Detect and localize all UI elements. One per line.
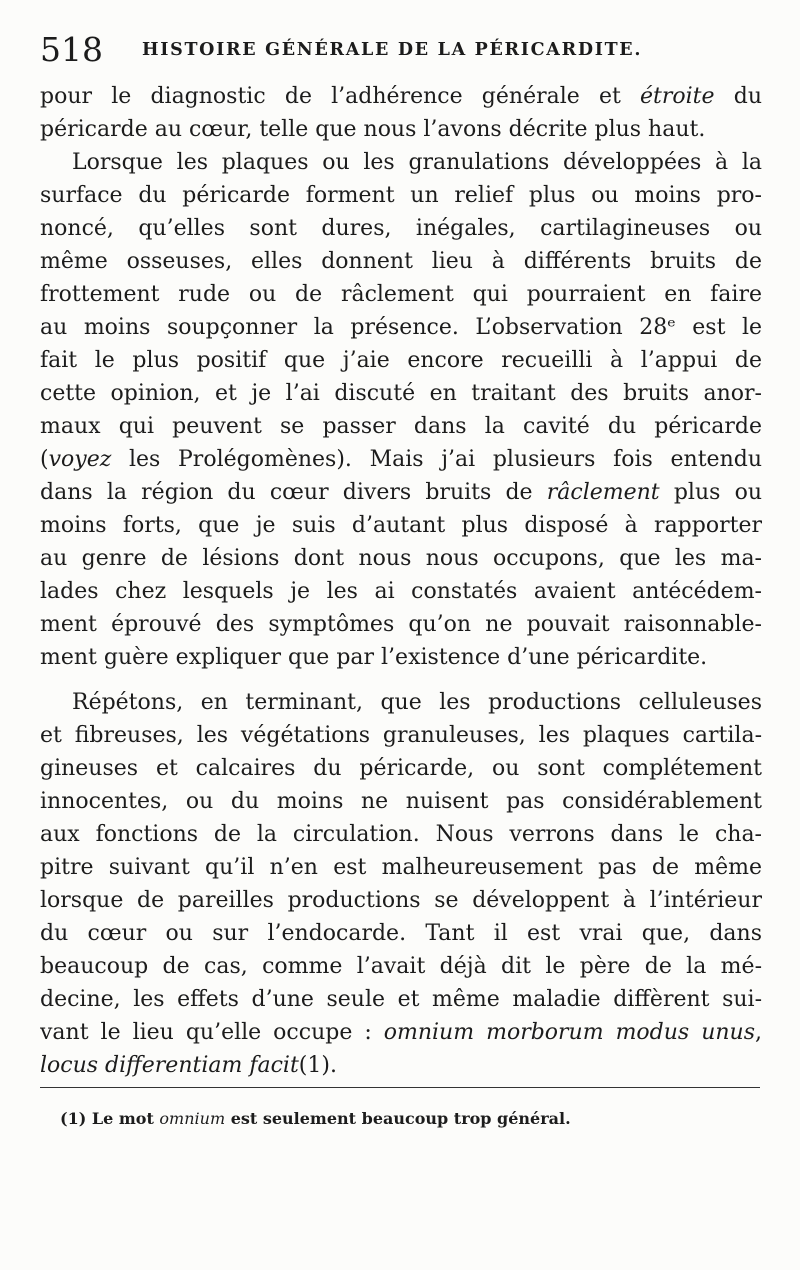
paragraph-3-line: du cœur ou sur l’endocarde. Tant il est vrai que, dans xyxy=(40,921,762,946)
footnote-marker: (1) xyxy=(60,1109,87,1128)
paragraph-2-line: noncé, qu’elles sont dures, inégales, cartilagineuses ou xyxy=(40,216,762,241)
paragraph-3-line: et fibreuses, les végétations granuleuses, les plaques cartila- xyxy=(40,723,762,748)
paragraph-3-line: Répétons, en terminant, que les productions celluleuses xyxy=(72,690,762,715)
paragraph-3-line: vant le lieu qu’elle occupe : omnium morborum modus unus, xyxy=(40,1020,762,1045)
footnote: (1) Le mot omnium est seulement beaucoup trop général. xyxy=(60,1109,571,1128)
paragraph-1-line: pour le diagnostic de l’adhérence générale et étroite du xyxy=(40,84,762,109)
running-title: HISTOIRE GÉNÉRALE DE LA PÉRICARDITE. xyxy=(142,40,643,60)
paragraph-2-line: frottement rude ou de râclement qui pourraient en faire xyxy=(40,282,762,307)
paragraph-2-line: Lorsque les plaques ou les granulations développées à la xyxy=(72,150,762,175)
paragraph-3-line: innocentes, ou du moins ne nuisent pas considérablement xyxy=(40,789,762,814)
paragraph-3-line: pitre suivant qu’il n’en est malheureusement pas de même xyxy=(40,855,762,880)
paragraph-2-line: (voyez les Prolégomènes). Mais j’ai plusieurs fois entendu xyxy=(40,447,762,472)
paragraph-2-line: ment éprouvé des symptômes qu’on ne pouvait raisonnable- xyxy=(40,612,762,637)
paragraph-2-line: au moins soupçonner la présence. L’observation 28ᵉ est le xyxy=(40,315,762,340)
paragraph-3-line: beaucoup de cas, comme l’avait déjà dit le père de la mé- xyxy=(40,954,762,979)
paragraph-2-line: surface du péricarde forment un relief plus ou moins pro- xyxy=(40,183,762,208)
paragraph-2-line: lades chez lesquels je les ai constatés avaient antécédem- xyxy=(40,579,762,604)
paragraph-3-line: locus differentiam facit(1). xyxy=(40,1053,337,1078)
paragraph-2-line: moins forts, que je suis d’autant plus disposé à rapporter xyxy=(40,513,762,538)
paragraph-1-line: péricarde au cœur, telle que nous l’avons décrite plus haut. xyxy=(40,117,706,142)
paragraph-2-line: dans la région du cœur divers bruits de râclement plus ou xyxy=(40,480,762,505)
paragraph-3-line: lorsque de pareilles productions se développent à l’intérieur xyxy=(40,888,762,913)
paragraph-3-line: aux fonctions de la circulation. Nous verrons dans le cha- xyxy=(40,822,762,847)
paragraph-2-line: fait le plus positif que j’aie encore recueilli à l’appui de xyxy=(40,348,762,373)
paragraph-2-line: maux qui peuvent se passer dans la cavité du péricarde xyxy=(40,414,762,439)
paragraph-2-line: ment guère expliquer que par l’existence d’une péricardite. xyxy=(40,645,708,670)
paragraph-2-line: au genre de lésions dont nous nous occupons, que les ma- xyxy=(40,546,762,571)
running-head xyxy=(40,30,760,70)
paragraph-2-line: cette opinion, et je l’ai discuté en traitant des bruits anor- xyxy=(40,381,762,406)
body-text xyxy=(40,80,762,1082)
paragraph-2-line: même osseuses, elles donnent lieu à différents bruits de xyxy=(40,249,762,274)
paragraph-3-line: decine, les effets d’une seule et même maladie diffèrent sui- xyxy=(40,987,762,1012)
footnote-rule xyxy=(40,1087,760,1088)
paragraph-spacer xyxy=(40,674,762,686)
page-number: 518 xyxy=(40,30,103,69)
paragraph-3-line: gineuses et calcaires du péricarde, ou sont complétement xyxy=(40,756,762,781)
